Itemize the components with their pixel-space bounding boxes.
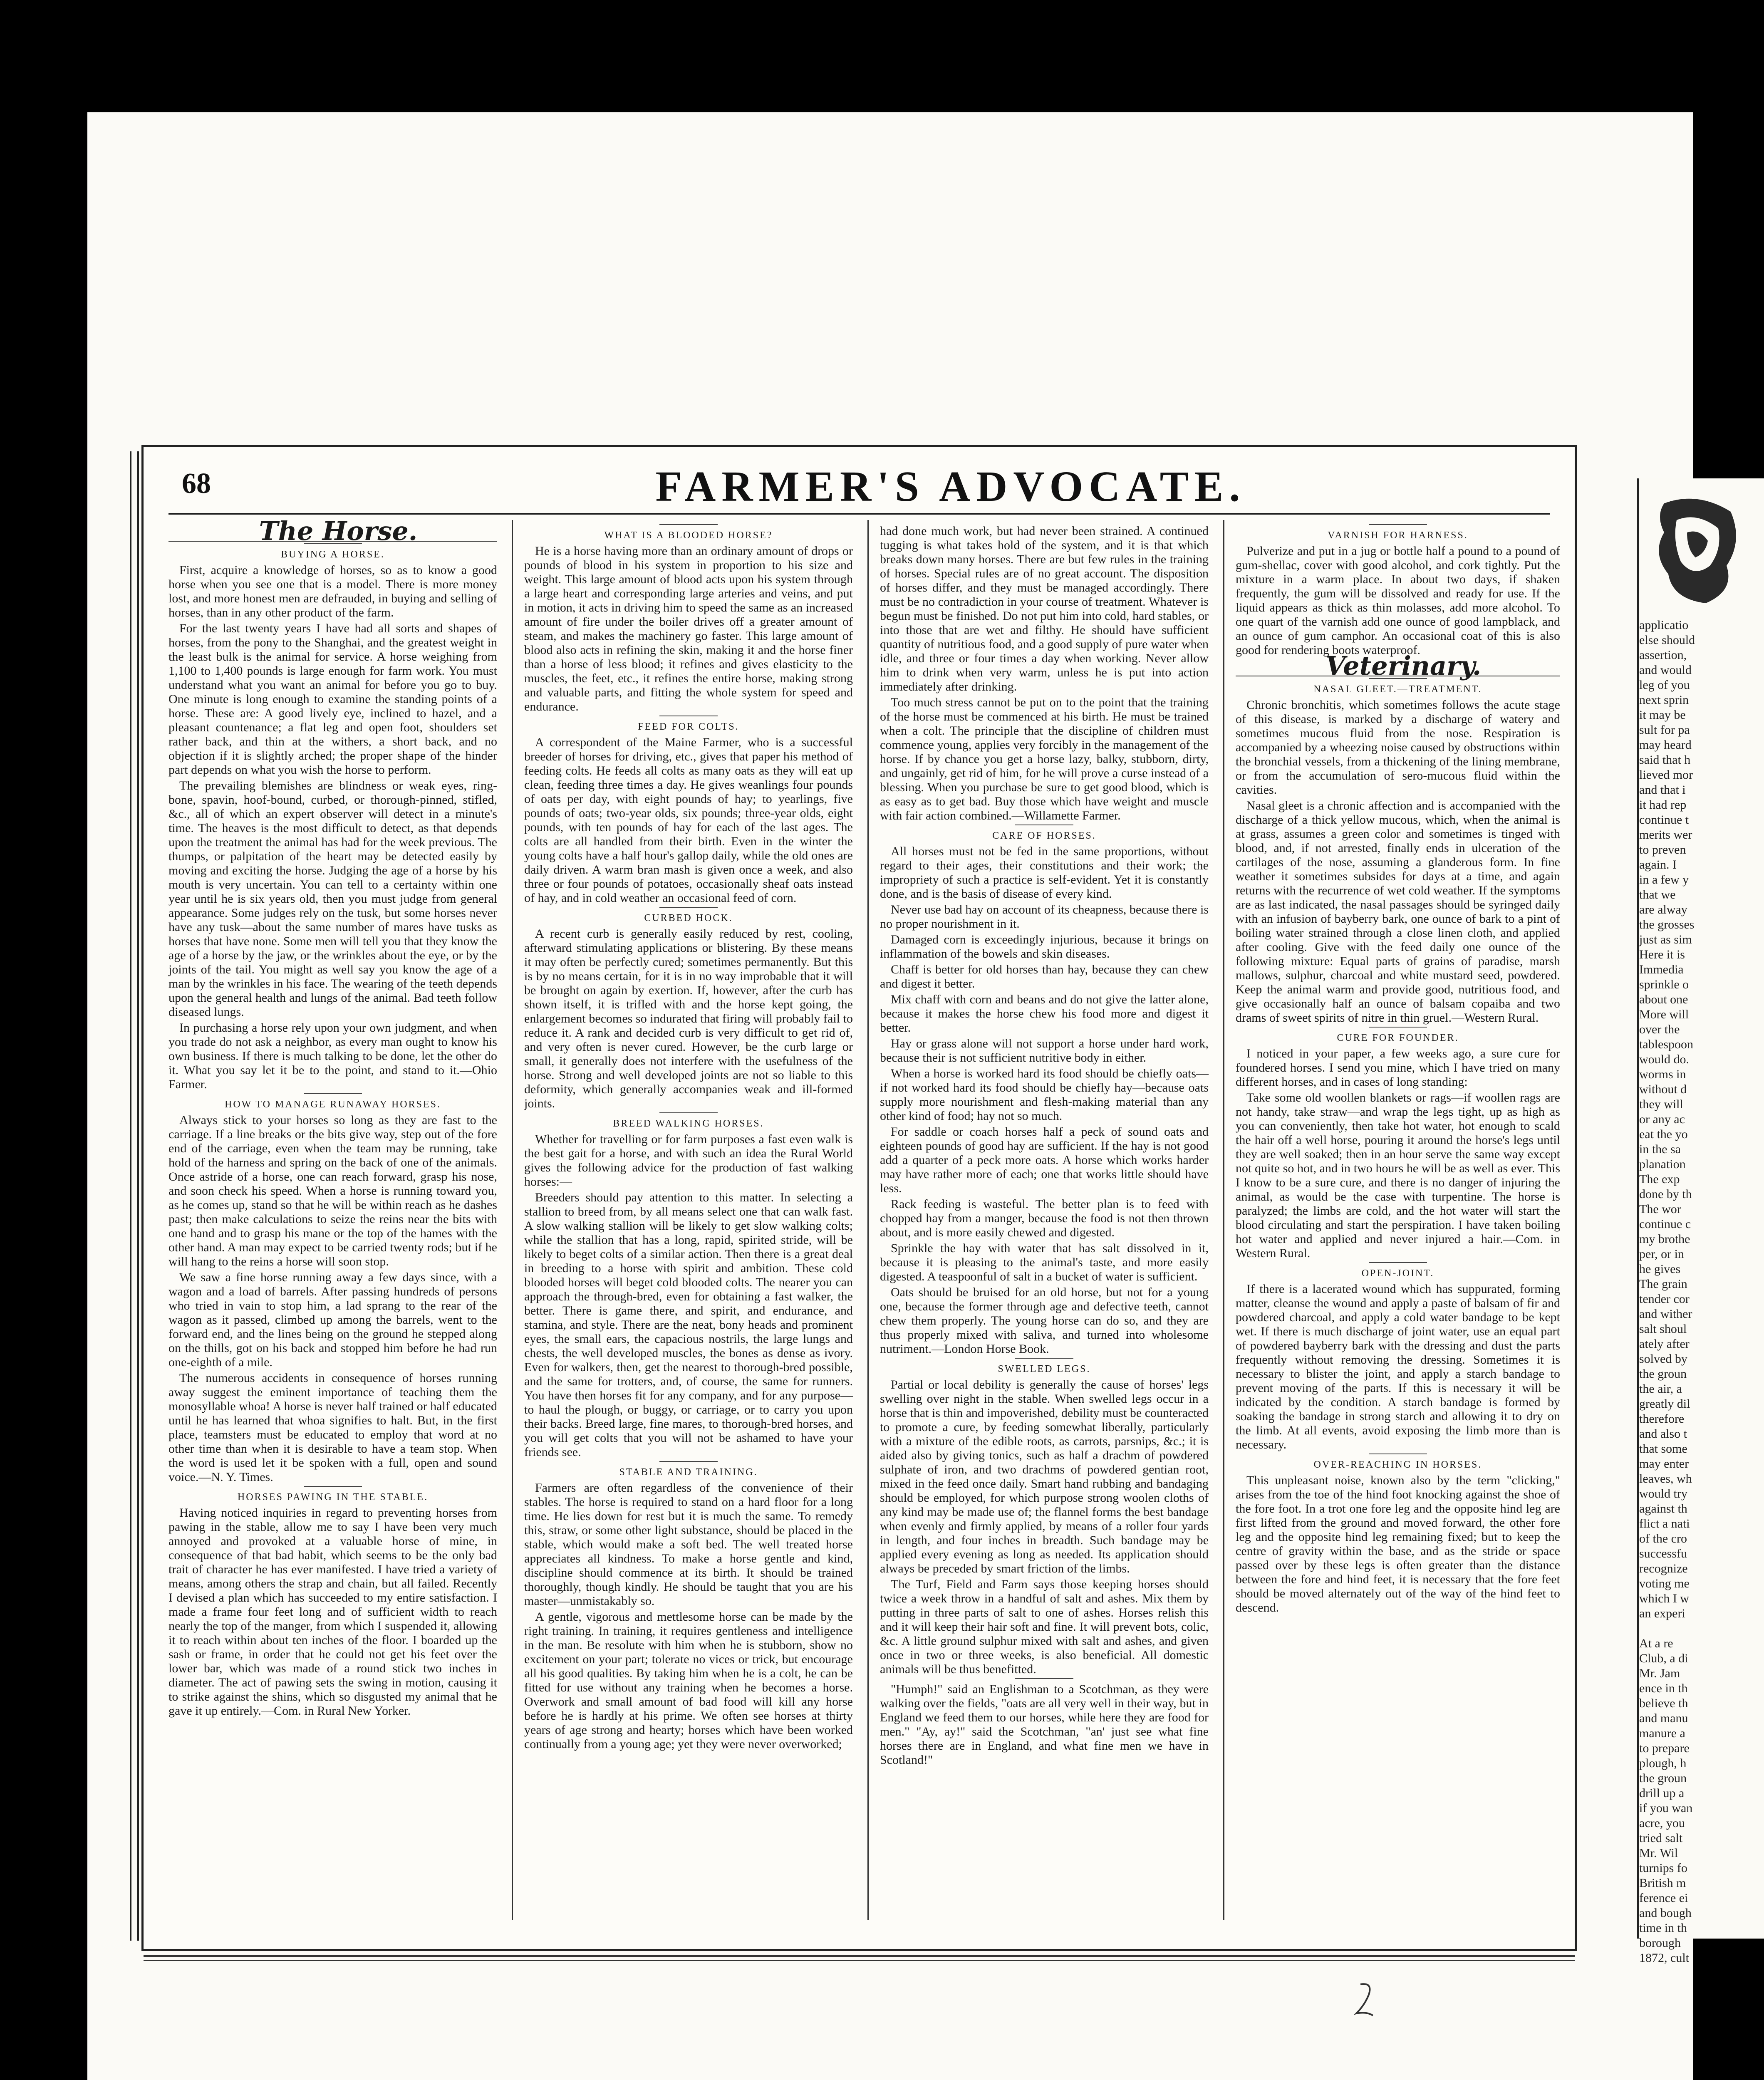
article-paragraph: Sprinkle the hay with water that has salt dissolved in it, because it is pleasing to the animal's taste, and more easily digested. A teaspoonful of salt in a bucket of water is sufficient. [880,1241,1209,1283]
article-heading: HORSES PAWING IN THE STABLE. [168,1486,497,1504]
page-bottom-edge [144,1955,1575,1961]
adjacent-page-line: may heard [1639,738,1692,752]
adjacent-page-line: More will [1639,1008,1689,1021]
column-2 [524,524,853,1924]
adjacent-page-line: if you wan [1639,1801,1693,1815]
adjacent-page-line: successfu [1639,1547,1687,1560]
adjacent-page-line: Club, a di [1639,1652,1688,1665]
article-paragraph: had done much work, but had never been strained. A continued tugging is what takes hold of the system, and it is that which breaks down many horses. There are but few rules in the training of horses. Special rules are of no great account. The disposition of horses differ, and they must be managed accordingly. There must be no contradiction in your course of treatment. Whatever is begun must be finished. Do not put him into cold, hard stables, or into those that are wet and filthy. He should have sufficient quantity of nutritious food, and a good supply of pure water when idle, and three or four times a day when working. Never allow him to drink when very warm, unless he is put into action immediately after drinking. [880,524,1209,693]
article-paragraph: The numerous accidents in consequence of horses running away suggest the eminent importance of teaching them the monosyllable whoa! A horse is never half trained or half educated until he has learned that whoa signifies to halt. But, in the first place, teamsters must be educated to employ that word at no other time than when it is desirable to have a team stop. When the word is used let it be spoken with a full, open and sound voice.—N. Y. Times. [168,1371,497,1484]
article-paragraph: Hay or grass alone will not support a horse under hard work, because their is not sufficient nutritive body in either. [880,1037,1209,1065]
page-edge [130,451,139,1941]
article-heading: CURBED HOCK. [524,907,853,925]
article-paragraph: Partial or local debility is generally the cause of horses' legs swelling over night in the stable. When swelled legs occur in a horse that is thin and impoverished, debility must be counteracted to promote a cure, by feeding somewhat liberally, particularly with a mixture of the edible roots, as carrots, parsnips, &c.; it is aided also by giving tonics, such as half a drachm of powdered sulphate of iron, and two drachms of powdered gentian root, mixed in the feed once daily. Smart hand rubbing and bandaging should be employed, for which purpose strong woolen cloths of any kind may be made use of; the flannel forms the best bandage when evenly and firmly applied, by means of a roller four yards in length, and four inches in breadth. Such bandage may be applied every evening as long as needed. Its application should always be preceded by smart friction of the limbs. [880,1378,1209,1575]
article-paragraph: Never use bad hay on account of its cheapness, because there is no proper nourishment in it. [880,903,1209,931]
article-heading: CARE OF HORSES. [880,825,1209,843]
article-heading: WHAT IS A BLOODED HORSE? [524,524,853,542]
article-heading: SWELLED LEGS. [880,1358,1209,1376]
article-paragraph: First, acquire a knowledge of horses, so as to know a good horse when you see one that is a model. There is more money lost, and more honest men are defrauded, in buying and selling of horses, than in any other product of the farm. [168,563,497,619]
adjacent-page-line: Mr. Jam [1639,1666,1680,1680]
adjacent-page-line: and that i [1639,783,1686,797]
article-heading: HOW TO MANAGE RUNAWAY HORSES. [168,1093,497,1112]
adjacent-page-line: believe th [1639,1696,1688,1710]
adjacent-page-line: else should [1639,633,1695,647]
adjacent-page-line: acre, you [1639,1816,1685,1830]
article-paragraph: A correspondent of the Maine Farmer, who is a successful breeder of horses for driving, etc., gives that paper his method of feeding colts. He feeds all colts as many oats as they will eat up clean, feeding three times a day. He gives weanlings four pounds of oats per day, with eight pounds of hay; to yearlings, five pounds of oats; two-year olds, six pounds; three-year olds, eight pounds, with ten pounds of hay for each of the last ages. The colts are all handled from their birth. Even in the winter the young colts have a half hour's gallop daily, while the old ones are daily driven. A warm bran mash is given once a week, and also three or four pounds of potatoes, occasionally sheaf oats instead of hay, and in cold weather an occasional feed of corn. [524,735,853,905]
adjacent-page-line: The grain [1639,1277,1687,1291]
adjacent-page-line: drill up a [1639,1786,1685,1800]
section-title-horse: The Horse. [168,524,497,542]
pencil-mark [1352,1980,1377,2018]
article-heading: NASAL GLEET.—TREATMENT. [1236,678,1560,696]
article-paragraph: For the last twenty years I have had all sorts and shapes of horses, from the pony to the Shanghai, and the greatest weight in the least bulk is the animal for service. A horse weighing from 1,100 to 1,400 pounds is large enough for farm work. You must understand what you want an animal for before you go to buy. One minute is long enough to examine the standing points of a horse. These are: A good lively eye, inclined to hazel, and a pleasant countenance; a flat leg and open foot, shoulders set rather back, and thin at the withers, a short back, and no objection if it is slightly arched; the proper shape of the hinder part depends on what you wish the horse to perform. [168,622,497,777]
adjacent-page-line: The wor [1639,1202,1681,1216]
adjacent-page-line: may enter [1639,1457,1689,1471]
article-paragraph: Breeders should pay attention to this matter. In selecting a stallion to breed from, by all means select one that can walk fast. A slow walking stallion will be likely to get slow walking colts; while the stallion that has a long, rapid, spirited stride, will be likely to beget colts of a similar action. Then there is a great deal in breeding to a horse with spirit and ambition. These cold blooded horses will beget cold blooded colts. The nearer you can approach the through-bred, even for obtaining a fast walker, the better. There is game there, and spirit, and endurance, and stamina, and style. There are the neat, bony heads and prominent eyes, the small ears, the capacious nostrils, the large lungs and chests, the well developed muscles, the bones as dense as ivory. Even for walkers, then, get the nearest to thorough-bred possible, and the same for trotters, and, of course, the same for runners. You have then horses fit for any company, and for any purpose—to haul the plough, or buggy, or carriage, or to carry you upon their backs. Breed large, fine mares, to thorough-bred horses, and you will get colts that you will not be ashamed to have your friends see. [524,1191,853,1459]
adjacent-page-line: said that h [1639,753,1691,767]
article-paragraph: In purchasing a horse rely upon your own judgment, and when you trade do not ask a neighbor, as every man ought to know his own business. If there is much talking to be done, let the other do it. What you say let it be to the point, and stand to it.—Ohio Farmer. [168,1021,497,1091]
adjacent-page-line: eat the yo [1639,1127,1688,1141]
ornament-illustration [1648,495,1743,607]
adjacent-page-line: tender cor [1639,1292,1690,1306]
adjacent-page-line: time in th [1639,1921,1687,1935]
article-heading: STABLE AND TRAINING. [524,1461,853,1479]
adjacent-page-line: continue t [1639,813,1689,827]
article-paragraph: "Humph!" said an Englishman to a Scotchman, as they were walking over the fields, "oats are all very well in their way, but in England we feed them to our horses, while here they are food for men." "Ay, ay!" said the Scotchman, "an' just see what fine horses there are in England, and what fine men we have in Scotland!" [880,1682,1209,1767]
adjacent-page-line: tablespoon [1639,1038,1693,1051]
adjacent-page-line: and also t [1639,1427,1687,1441]
adjacent-page-line: and manu [1639,1711,1688,1725]
adjacent-page-line: sprinkle o [1639,978,1689,991]
adjacent-page-line: or any ac [1639,1112,1685,1126]
adjacent-page-line: greatly dil [1639,1397,1690,1411]
article-paragraph: The prevailing blemishes are blindness or weak eyes, ring-bone, spavin, hoof-bound, curbed, or thorough-pinned, stifled, &c., all of which an expert observer will detect in a minute's time. The heaves is the most difficult to detect, as that depends upon the treatment the animal has had for the week previous. The thumps, or palpitation of the heart may be detected easily by moving and exciting the horse. Judging the age of a horse by his mouth is very uncertain. You can tell to a certainty within one year until he is six years old, then you must judge from general appearance. Some judges rely on the tusk, but some horses never have any tusk—about the same number of mares have tusks as horses that have none. Some men will tell you that they know the age of a horse by the jaw, or the wrinkles about the eye, or by the joints of the tail. You might as well say you know the age of a man by the wrinkles in his face. The wearing of the teeth depends upon the general health and lungs of the animal. Bad teeth follow diseased lungs. [168,779,497,1019]
article-paragraph: He is a horse having more than an ordinary amount of drops or pounds of blood in his system in proportion to his size and weight. This large amount of blood acts upon his system through a large heart and corresponding large arteries and veins, and put in motion, it acts in driving him to speed the same as an increased amount of fire under the boiler drives off a greater amount of steam, and makes the machinery go faster. This large amount of blood also acts in refining the skin, making it and the horse finer than a horse of less blood; it refines and gives elasticity to the muscles, the feet, etc., it refines the entire horse, making strong and valuable parts, and fitting the whole system for speed and endurance. [524,544,853,713]
adjacent-page-line: would do. [1639,1052,1689,1066]
adjacent-page-line: Immedia [1639,963,1684,976]
adjacent-page-line: ference ei [1639,1891,1688,1905]
adjacent-page-line: just as sim [1639,933,1692,946]
section-title-veterinary: Veterinary. [1236,659,1560,676]
article-paragraph: Too much stress cannot be put on to the point that the training of the horse must be commenced at his birth. He must be trained when a colt. The principle that the discipline of children must commence young, applies very forcibly in the management of the horse. If by chance you get a horse lazy, balky, stubborn, dirty, and ungainly, get rid of him, for he will prove a curse instead of a blessing. When you purchase be sure to get good blood, which is as easy as to get bad. Buy those which have weight and muscle with fair action combined.—Willamette Farmer. [880,696,1209,822]
adjacent-page-line: of the cro [1639,1532,1687,1545]
adjacent-page-line: they will [1639,1097,1683,1111]
column-divider [512,520,513,1920]
page-number: 68 [182,468,211,500]
anecdote-divider [880,1678,1209,1679]
article-heading: CURE FOR FOUNDER. [1236,1027,1560,1045]
adjacent-page-line: lieved mor [1639,768,1693,782]
adjacent-page-line: leaves, wh [1639,1472,1692,1486]
column-divider [867,520,869,1920]
adjacent-page-line: flict a nati [1639,1517,1690,1530]
header-rule [168,513,1550,515]
column-4 [1236,524,1560,1924]
article-heading: BREED WALKING HORSES. [524,1112,853,1131]
adjacent-page-line: against th [1639,1502,1687,1515]
adjacent-page-line: to prepare [1639,1741,1690,1755]
article-heading: OVER-REACHING IN HORSES. [1236,1454,1560,1472]
article-paragraph: Chronic bronchitis, which sometimes follows the acute stage of this disease, is marked by a discharge of watery and sometimes mucous fluid from the nose. Respiration is accompanied by a wheezing noise caused by obstructions within the bronchial vessels, from a thickening of the lining membrane, or from the accumulation of sero-mucous fluid within the cavities. [1236,698,1560,797]
article-paragraph: Mix chaff with corn and beans and do not give the latter alone, because it makes the horse chew his food more and digest it better. [880,993,1209,1035]
adjacent-page-line: Here it is [1639,948,1685,961]
article-paragraph: This unpleasant noise, known also by the term "clicking," arises from the toe of the hind foot knocking against the shoe of the fore foot. In a trot one fore leg and the opposite hind leg are first lifted from the ground and moved forward, the other fore leg and the opposite hind leg remaining fixed; but to keep the centre of gravity within the base, and as the stride or space passed over by these legs is often greater than the distance between the fore and hind feet, it is necessary that the fore feet should be moved alternately out of the way of the hind feet to descend. [1236,1473,1560,1614]
article-paragraph: Pulverize and put in a jug or bottle half a pound to a pound of gum-shellac, cover with good alcohol, and cork tightly. Put the mixture in a warm place. In about two days, if shaken frequently, the gum will be dissolved and ready for use. If the liquid appears as thick as thin molasses, add more alcohol. To one quart of the varnish add one ounce of good lampblack, and an ounce of gum camphor. An occasional coat of this is also good for rendering boots waterproof. [1236,544,1560,657]
adjacent-page-line: per, or in [1639,1247,1684,1261]
article-paragraph: Nasal gleet is a chronic affection and is accompanied with the discharge of a thick yellow mucous, which, when the animal is at grass, assumes a green color and sometimes is tinged with blood, and, if not arrested, finally ends in ulceration of the cartilages of the nose, assuming a glanderous form. In fine weather it sometimes subsides for days at a time, and again returns with the recurrence of wet cold weather. If the symptoms are as last indicated, the nasal passages should be syringed daily with an infusion of bayberry bark, one ounce of bark to a pint of boiling water strained through a close linen cloth, and applied after cooling. Give with the feed daily one ounce of the following mixture: Equal parts of grains of paradise, marsh mallows, sulphur, charcoal and white mustard seed, powdered. Keep the animal warm and provide good, nutritious food, and give occasionally half an ounce of balsam copaiba and two drams of sweet spirits of nitre in thin gruel.—Western Rural. [1236,799,1560,1025]
article-paragraph: Farmers are often regardless of the convenience of their stables. The horse is required to stand on a hard floor for a long time. He lies down for rest but it is much the same. To remedy this, straw, or some other light substance, should be placed in the stable, which would make a soft bed. The well treated horse appreciates all kindness. To make a horse gentle and kind, discipline should commence at its birth. It should be trained thoroughly, though kindly. He should be taught that you are his master—unmistakably so. [524,1481,853,1608]
masthead: FARMER'S ADVOCATE. [655,463,1246,510]
article-paragraph: For saddle or coach horses half a peck of sound oats and eighteen pounds of good hay are sufficient. If the hay is not good add a quarter of a peck more oats. A horse which works harder may have rather more of each; one that works little should have less. [880,1125,1209,1195]
adjacent-page-line: plough, h [1639,1756,1687,1770]
adjacent-page-line: and would [1639,663,1692,677]
adjacent-page-line: that some [1639,1442,1687,1456]
article-paragraph: Rack feeding is wasteful. The better plan is to feed with chopped hay from a manger, because the food is not then thrown about, and is more easily chewed and digested. [880,1197,1209,1239]
adjacent-page-line: leg of you [1639,678,1690,692]
adjacent-page-line: ately after [1639,1337,1690,1351]
adjacent-page-line: done by th [1639,1187,1692,1201]
adjacent-page-line: voting me [1639,1577,1690,1590]
article-heading: OPEN-JOINT. [1236,1262,1560,1280]
adjacent-page-line: the grosses [1639,918,1695,931]
adjacent-page-line: about one [1639,993,1688,1006]
adjacent-page-line: would try [1639,1487,1687,1501]
adjacent-page-line: manure a [1639,1726,1685,1740]
adjacent-page-line: he gives [1639,1262,1681,1276]
adjacent-page-line: are alway [1639,903,1687,916]
adjacent-page-line: which I w [1639,1592,1689,1605]
article-paragraph: If there is a lacerated wound which has suppurated, forming matter, cleanse the wound and apply a paste of balsam of fir and powdered charcoal, and apply a cold water bandage to be kept wet. If there is much discharge of joint water, use an equal part of powdered bayberry bark with the dressing and dust the parts frequently without removing the dressing. Sometimes it is necessary to blister the joint, and apply a starch bandage to prevent moving of the parts. If this is necessary it will be indicated by the condition. A starch bandage is formed by soaking the bandage in strong starch and allowing it to dry on the limb. At all events, avoid exposing the limb more than is necessary. [1236,1282,1560,1451]
article-paragraph: Chaff is better for old horses than hay, because they can chew and digest it better. [880,963,1209,990]
article-paragraph: A recent curb is generally easily reduced by rest, cooling, afterward stimulating applications or blistering. By these means it may often be perfectly cured; sometimes permanently. But this is by no means certain, for it is in no way improbable that it will be brought on again by exertion. If, however, after the curb has shown itself, it is trifled with and the horse kept going, the enlargement becomes so indurated that firing will probably fail to reduce it. A rank and decided curb is very difficult to get rid of, and very often is never cured. However, be the curb large or small, it generally does not interfere with the usefulness of the horse. Strong and well developed joints are not so liable to this deformity, which generally accompanies weak and ill-formed joints. [524,927,853,1110]
adjacent-page-line: solved by [1639,1352,1687,1366]
column-divider [1223,520,1224,1920]
adjacent-page-line: merits wer [1639,828,1692,842]
article-paragraph: We saw a fine horse running away a few days since, with a wagon and a load of barrels. After passing hundreds of persons who tried in vain to stop him, a lad sprang to the rear of the wagon as it passed, climbed up among the barrels, went to the forward end, and the lines being on the ground he stepped along on the thills, got on his back and stopped him before he had run one-eighth of a mile. [168,1270,497,1369]
adjacent-page-line: next sprin [1639,693,1689,707]
adjacent-page-line: worms in [1639,1067,1686,1081]
adjacent-page-line: over the [1639,1023,1680,1036]
adjacent-page-line: planation [1639,1157,1686,1171]
adjacent-page-line: it may be [1639,708,1686,722]
adjacent-page-line: without d [1639,1082,1687,1096]
article-paragraph: Oats should be bruised for an old horse, but not for a young one, because the former through age and defective teeth, cannot chew them properly. The young horse can do so, and they are thus properly mixed with saliva, and turned into wholesome nutriment.—London Horse Book. [880,1285,1209,1356]
adjacent-page-line: the groun [1639,1367,1687,1381]
adjacent-page-line: The exp [1639,1172,1680,1186]
adjacent-page-line: the groun [1639,1771,1687,1785]
adjacent-page-line: an experi [1639,1607,1685,1620]
adjacent-page-line: continue c [1639,1217,1691,1231]
adjacent-page-line: turnips fo [1639,1861,1687,1875]
article-paragraph: Whether for travelling or for farm purposes a fast even walk is the best gait for a horse, and with such an idea the Rural World gives the following advice for the production of fast walking horses:— [524,1132,853,1189]
article-paragraph: When a horse is worked hard its food should be chiefly oats—if not worked hard its food should be chiefly hay—because oats supply more nourishment and flesh-making material than any other kind of food; hay not so much. [880,1067,1209,1123]
adjacent-page-line: my brothe [1639,1232,1690,1246]
article-paragraph: Take some old woollen blankets or rags—if woollen rags are not handy, take straw—and wrap the legs tight, up as high as you can conveniently, then take hot water, hot enough to scald the hair off a well horse, pouring it around the horse's legs until they are well soaked; then in an hour serve the same way except not quite so hot, and in two hours he will be as well as ever. This I know to be a sure cure, and there is no danger of injuring the animal, as would be the case with turpentine. The horse is paralyzed; the limbs are cold, and the hot water will start the blood circulating and start the perspiration. I have taken boiling hot water and applied and never injured a hair.—Com. in Western Rural. [1236,1091,1560,1260]
adjacent-page-line: and wither [1639,1307,1692,1321]
adjacent-page-line: 1872, cult [1639,1951,1689,1965]
article-heading: FEED FOR COLTS. [524,716,853,734]
article-paragraph: I noticed in your paper, a few weeks ago, a sure cure for foundered horses. I send you mine, which I have tried on many different horses, and in cases of long standing: [1236,1047,1560,1089]
adjacent-page-line: recognize [1639,1562,1688,1575]
article-paragraph: A gentle, vigorous and mettlesome horse can be made by the right training. In training, it requires gentleness and intelligence in the man. Be resolute with him when he is stubborn, show no excitement on your part; tolerate no vices or trick, but encourage all his good qualities. By taking him when he is a colt, he can be fitted for use without any training when he becomes a horse. Overwork and small amount of bad food will kill any horse before he is hardly at his prime. We often see horses at thirty years of age strong and hearty; horses which have been worked continually from a young age; yet they were never overworked; [524,1610,853,1751]
adjacent-page-line [1639,1621,1764,1636]
adjacent-page-line: again. I [1639,858,1677,872]
article-heading: BUYING A HORSE. [168,543,497,562]
adjacent-page-line: British m [1639,1876,1686,1890]
adjacent-page-line: applicatio [1639,618,1689,632]
adjacent-page-line: salt shoul [1639,1322,1687,1336]
page-header [144,447,1575,510]
adjacent-page-line: therefore [1639,1412,1685,1426]
newspaper-page [141,445,1577,1951]
adjacent-page-line: At a re [1639,1637,1673,1650]
column-1 [168,516,497,1924]
article-paragraph: The Turf, Field and Farm says those keeping horses should twice a week throw in a handful of salt and ashes. Mix them by putting in three parts of salt to one of ashes. Horses relish this and it will keep their hair soft and fine. It will prevent bots, colic, &c. A little ground sulphur mixed with salt and ashes, and given once in two or three weeks, is also beneficial. All domestic animals will be thus benefitted. [880,1577,1209,1676]
article-paragraph: Always stick to your horses so long as they are fast to the carriage. If a line breaks or the bits give way, step out of the fore end of the carriage, even when the team may be running, take hold of the harness and spring on the back of one of the animals. Once astride of a horse, one can reach forward, grasp his nose, and soon check his speed. When a horse is running toward you, as he comes up, stand so that he will be within reach as he dashes past; then make calculations to seize the reins near the bits with one hand and to grasp his mane or the top of the hames with the other hand. A man may expect to be carried twenty rods; but if he will hang to the reins a horse will soon stop. [168,1113,497,1268]
adjacent-page-line: sult for pa [1639,723,1690,737]
article-heading: VARNISH FOR HARNESS. [1236,524,1560,542]
article-paragraph: Having noticed inquiries in regard to preventing horses from pawing in the stable, allow me to say I have been very much annoyed and provoked at a valuable horse of mine, in consequence of that bad habit, which seems to be the only bad trait of character he has ever manifested. I have tried a variety of means, among others the strap and chain, but all failed. Recently I devised a plan which has succeeded to my entire satisfaction. I made a frame four feet long and of sufficient width to reach nearly the top of the manger, from which I suspended it, allowing it to reach within about ten inches of the floor. I boarded up the sash or frame, in order that he could not get his feet over the lower bar, which was made of a round stick two inches in diameter. The act of pawing sets the swing in motion, causing it to strike against the shins, which so disgusted my animal that he gave it up entirely.—Com. in Rural New Yorker. [168,1506,497,1718]
article-paragraph: Damaged corn is exceedingly injurious, because it brings on inflammation of the bowels and skin diseases. [880,933,1209,961]
adjacent-page-line: that we [1639,888,1676,901]
adjacent-page-line: tried salt [1639,1831,1683,1845]
adjacent-page-line: Mr. Wil [1639,1846,1678,1860]
adjacent-page-line: and bough [1639,1906,1692,1920]
adjacent-page-line: ence in th [1639,1681,1688,1695]
adjacent-page-line: borough [1639,1936,1681,1950]
adjacent-page-line: it had rep [1639,798,1687,812]
article-paragraph: All horses must not be fed in the same proportions, without regard to their ages, their constitutions and their work; the impropriety of such a practice is self-evident. Yet it is constantly done, and is the basis of disease of every kind. [880,844,1209,901]
adjacent-page-fragment [1637,478,1764,1965]
adjacent-page-line: in a few y [1639,873,1689,886]
column-3 [880,524,1209,1924]
adjacent-page-line: in the sa [1639,1142,1681,1156]
adjacent-page-line: to preven [1639,843,1686,857]
adjacent-page-text [1639,618,1764,1966]
adjacent-page-line: the air, a [1639,1382,1682,1396]
adjacent-page-line: assertion, [1639,648,1687,662]
